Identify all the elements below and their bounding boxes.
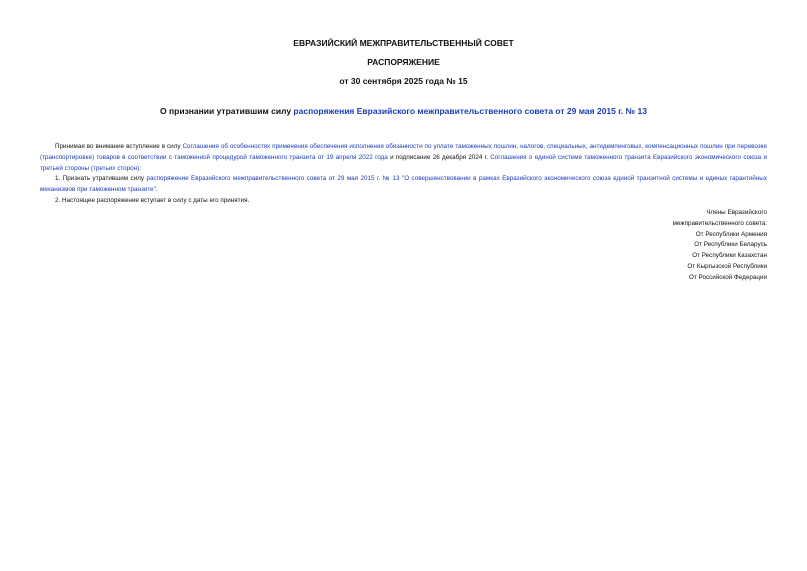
document-subject: [0, 106, 807, 116]
paragraph-item-2: 2. Настоящее распоряжение вступает в силу с даты его принятия.: [55, 196, 250, 204]
subject-prefix: О признании утратившим силу: [160, 106, 294, 116]
document-date-number: от 30 сентября 2025 года № 15: [339, 76, 468, 86]
document-type: РАСПОРЯЖЕНИЕ: [367, 57, 440, 67]
signatory-kyrgyzstan: От Кыргызской Республики: [687, 262, 767, 270]
order-2015-link[interactable]: распоряжение Евразийского межправительственного совета от 29 мая 2015 г. № 13 "О совершенствовании в рамках Евразийского экономического союза единой транзитной системы и единых гарантийных механизмов при таможенном транзите": [40, 175, 767, 194]
signatory-belarus: От Республики Беларусь: [694, 241, 767, 249]
paragraph-preamble: [40, 142, 767, 174]
signature-block: [607, 208, 767, 284]
signature-heading-line2: межправительственного совета:: [672, 219, 767, 227]
signatory-russia: От Российской Федерации: [688, 273, 767, 281]
paragraph-item-1: [40, 174, 767, 196]
issuing-organization: ЕВРАЗИЙСКИЙ МЕЖПРАВИТЕЛЬСТВЕННЫЙ СОВЕТ: [293, 38, 514, 48]
preamble-text-a: Принимая во внимание вступление в силу: [55, 143, 183, 150]
item-1-text-b: .: [155, 186, 158, 194]
agreement-2022-link[interactable]: Соглашения об особенностях применения обеспечения исполнения обязанности по уплате таможенных пошлин, налогов, специальных, антидемпинговых, компенсационных пошлин при перевозке (транспортировке) товаров в соответствии с таможенной процедурой таможенного транзита от 19 апреля 2022 года: [40, 143, 767, 161]
document-body: [40, 142, 767, 207]
preamble-text-b: и подписание 26 декабря 2024 г.: [387, 153, 491, 161]
subject-link[interactable]: распоряжения Евразийского межправительственного совета от 29 мая 2015 г. № 13: [293, 106, 647, 116]
agreement-transit-system-link[interactable]: Соглашения о единой системе таможенного транзита Евразийского экономического союза и третьей стороны (третьих сторон): [40, 153, 767, 172]
signature-heading-line1: Члены Евразийского: [706, 209, 767, 216]
preamble-text-c: :: [139, 164, 141, 172]
signatory-kazakhstan: От Республики Казахстан: [692, 252, 767, 260]
item-1-text-a: 1. Признать утратившим силу: [55, 175, 147, 183]
signatory-armenia: От Республики Армения: [695, 230, 767, 238]
